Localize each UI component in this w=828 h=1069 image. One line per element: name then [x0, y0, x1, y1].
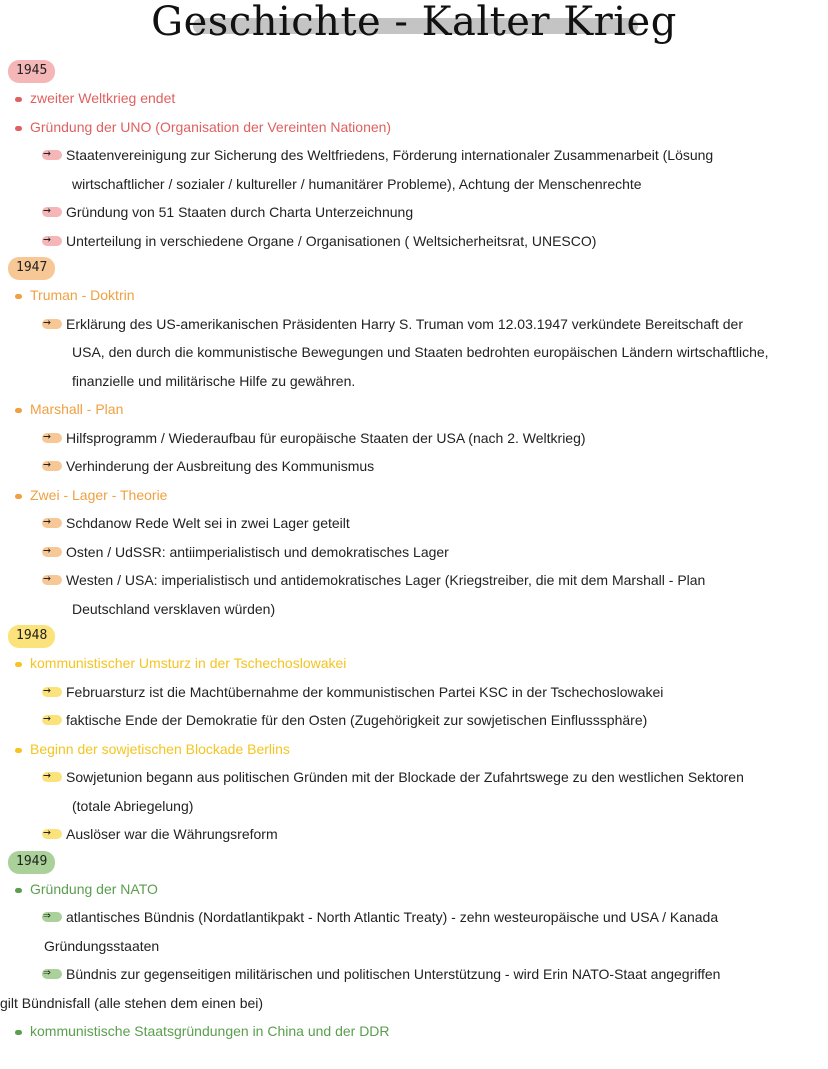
topic-heading [0, 84, 828, 113]
notes-content [0, 58, 828, 1046]
title-area [0, 0, 828, 56]
topic-label: Gründung der UNO (Organisation der Vereinten Nationen) [30, 118, 392, 135]
year-section [0, 58, 828, 255]
bullet-text: Auslöser war die Währungsreform [66, 826, 278, 842]
arrow-right-icon: → [42, 433, 62, 443]
page-title: Geschichte - Kalter Krieg [151, 0, 677, 45]
bullet-point [0, 960, 828, 1017]
bullet-point [0, 424, 828, 453]
bullet-text: faktische Ende der Demokratie für den Osten (Zugehörigkeit zur sowjetischen Einflusssphäre) [66, 712, 648, 728]
topic-heading [0, 481, 828, 510]
topic-label: kommunistischer Umsturz in der Tschechoslowakei [30, 655, 347, 671]
arrow-right-icon: → [42, 236, 62, 246]
bullet-dot-icon [15, 97, 22, 102]
topic-label: Marshall - Plan [30, 401, 124, 417]
bullet-text: Erklärung des US-amerikanischen Präsidenten Harry S. Truman vom 12.03.1947 verkündete Bereitschaft der [66, 315, 744, 332]
bullet-text-continued: Gründungsstaaten [44, 937, 160, 954]
bullet-text: Osten / UdSSR: antiimperialistisch und demokratisches Lager [66, 543, 449, 560]
bullet-text-continued: USA, den durch die kommunistische Bewegungen und Staaten bedrohten europäischen Ländern wirtschaftliche, [72, 344, 769, 360]
bullet-text: Verhinderung der Ausbreitung des Kommunismus [66, 458, 375, 474]
topic-heading [0, 113, 828, 142]
bullet-dot-icon [15, 1030, 22, 1035]
bullet-point [0, 706, 828, 735]
bullet-dot-icon [15, 662, 22, 667]
arrow-right-icon: → [42, 207, 62, 217]
bullet-point [0, 310, 828, 396]
bullet-point [0, 763, 828, 820]
topic-label: kommunistische Staatsgründungen in China und der DDR [30, 1023, 390, 1039]
bullet-point [0, 566, 828, 623]
arrow-right-icon: → [42, 687, 62, 697]
arrow-right-icon: → [42, 575, 62, 585]
bullet-point [0, 452, 828, 481]
bullet-text: Schdanow Rede Welt sei in zwei Lager geteilt [66, 515, 350, 531]
topic-heading [0, 395, 828, 424]
topic-heading [0, 875, 828, 904]
topic-label: Truman - Doktrin [30, 287, 135, 303]
bullet-dot-icon [15, 294, 22, 299]
bullet-point [0, 227, 828, 256]
topic-heading [0, 281, 828, 310]
bullet-dot-icon [15, 748, 22, 753]
year-badge: 1945 [8, 60, 55, 83]
bullet-text: Staatenvereinigung zur Sicherung des Weltfriedens, Förderung internationaler Zusammenarbeit (Lösung [66, 147, 714, 163]
topic-label: Gründung der NATO [30, 880, 158, 897]
bullet-dot-icon [15, 888, 22, 893]
bullet-text-continued: (totale Abriegelung) [72, 797, 194, 814]
arrow-right-icon: → [42, 319, 62, 329]
bullet-point [0, 678, 828, 707]
bullet-text-continued: wirtschaftlicher / sozialer / kultureller / humanitärer Probleme), Achtung der Menschenrechte [72, 175, 642, 192]
bullet-point [0, 903, 828, 960]
bullet-point [0, 198, 828, 227]
bullet-point [0, 509, 828, 538]
arrow-right-icon: → [42, 715, 62, 725]
year-section [0, 623, 828, 849]
year-section [0, 255, 828, 623]
bullet-point [0, 538, 828, 567]
arrow-right-icon: → [42, 150, 62, 160]
bullet-text: Februarsturz ist die Machtübernahme der kommunistischen Partei KSC in der Tschechoslowakei [66, 683, 664, 700]
topic-label: Beginn der sowjetischen Blockade Berlins [30, 740, 290, 757]
arrow-right-icon: → [42, 518, 62, 528]
bullet-text: Unterteilung in verschiedene Organe / Organisationen ( Weltsicherheitsrat, UNESCO) [66, 232, 597, 249]
bullet-text: Gründung von 51 Staaten durch Charta Unterzeichnung [66, 204, 414, 220]
bullet-text: Sowjetunion begann aus politischen Gründen mit der Blockade der Zufahrtswege zu den westlichen Sektoren [66, 769, 744, 785]
bullet-dot-icon [15, 494, 22, 499]
year-badge: 1948 [8, 625, 55, 648]
bullet-text: Westen / USA: imperialistisch und antidemokratisches Lager (Kriegstreiber, die mit dem Marshall - Plan [66, 572, 706, 588]
arrow-right-icon: ⇒ [42, 969, 62, 979]
year-badge: 1949 [8, 851, 55, 874]
arrow-right-icon: ⇒ [42, 912, 62, 922]
bullet-text-continued: gilt Bündnisfall (alle stehen dem einen bei) [0, 994, 264, 1011]
bullet-text: Bündnis zur gegenseitigen militärischen und politischen Unterstützung - wird Erin NATO-Staat angegriffen [66, 966, 721, 982]
topic-label: Zwei - Lager - Theorie [30, 486, 168, 503]
arrow-right-icon: → [42, 547, 62, 557]
year-badge: 1947 [8, 257, 55, 280]
topic-heading [0, 649, 828, 678]
arrow-right-icon: → [42, 829, 62, 839]
bullet-point [0, 141, 828, 198]
bullet-text: Hilfsprogramm / Wiederaufbau für europäische Staaten der USA (nach 2. Weltkrieg) [66, 429, 586, 446]
topic-heading [0, 1017, 828, 1046]
arrow-right-icon: → [42, 772, 62, 782]
arrow-right-icon: → [42, 461, 62, 471]
year-section [0, 849, 828, 1046]
topic-heading [0, 735, 828, 764]
bullet-point [0, 820, 828, 849]
bullet-text-continued: Deutschland versklaven würden) [72, 600, 276, 617]
bullet-dot-icon [15, 408, 22, 413]
bullet-text-continued: finanzielle und militärische Hilfe zu gewähren. [72, 372, 356, 389]
bullet-text: atlantisches Bündnis (Nordatlantikpakt - North Atlantic Treaty) - zehn westeuropäische und USA / Kanada [66, 909, 719, 925]
topic-label: zweiter Weltkrieg endet [30, 90, 176, 106]
bullet-dot-icon [15, 126, 22, 131]
